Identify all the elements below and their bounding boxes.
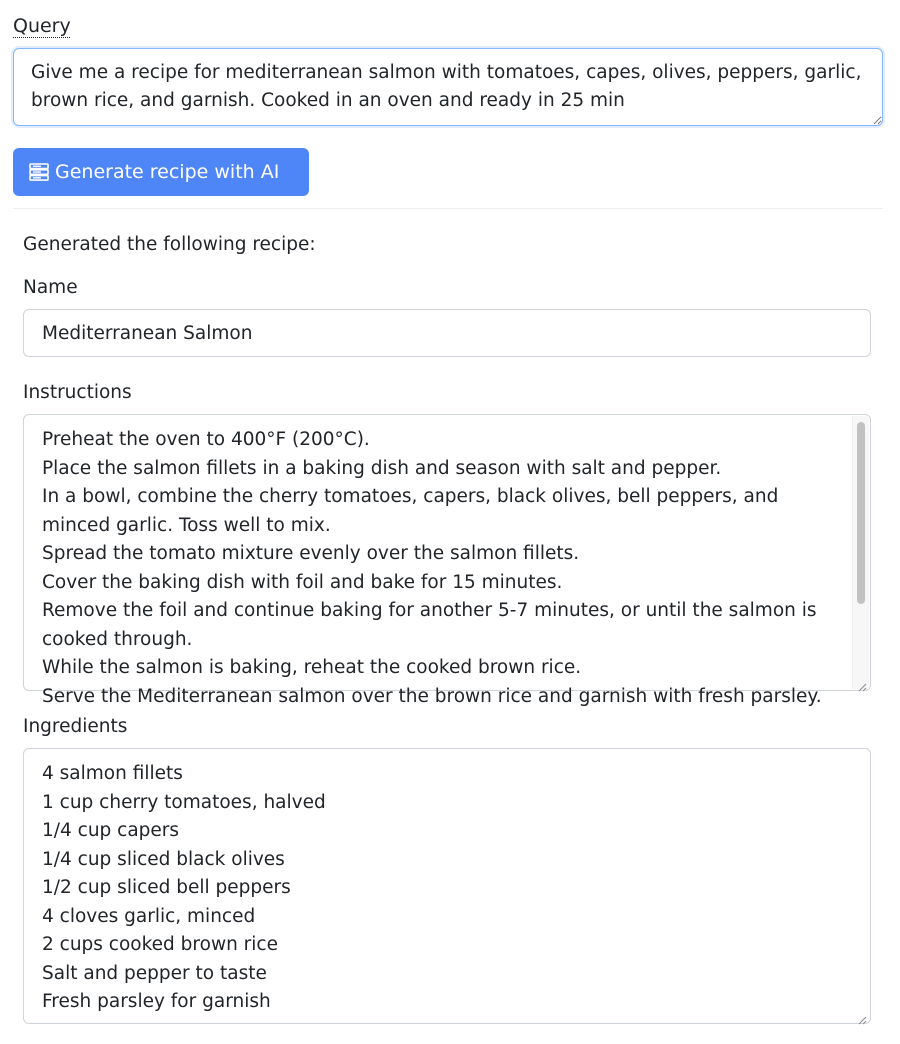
resize-grip-icon[interactable] — [857, 677, 867, 687]
instructions-scrollbar[interactable] — [852, 416, 869, 689]
instruction-line: Serve the Mediterranean salmon over the brown rice and garnish with fresh parsley. — [42, 685, 822, 707]
instruction-line: Cover the baking dish with foil and bake for 15 minutes. — [42, 571, 563, 593]
ingredient-line: Fresh parsley for garnish — [42, 991, 271, 1012]
ingredient-line: 1 cup cherry tomatoes, halved — [42, 791, 326, 813]
instruction-line: Place the salmon fillets in a baking dish and season with salt and pepper. — [42, 457, 722, 479]
ingredient-line: Salt and pepper to taste — [42, 962, 267, 984]
scrollbar-thumb[interactable] — [857, 422, 865, 604]
divider — [13, 208, 883, 209]
server-icon — [28, 161, 50, 183]
query-input[interactable] — [13, 48, 883, 126]
ingredient-line: 1/4 cup sliced black olives — [42, 848, 285, 870]
instruction-line: Spread the tomato mixture evenly over the salmon fillets. — [42, 543, 580, 564]
instruction-line: Remove the foil and continue baking for another 5-7 minutes, or until the salmon is cooked through. — [42, 600, 817, 650]
ingredients-label: Ingredients — [23, 716, 128, 737]
generate-recipe-button[interactable] — [13, 148, 309, 196]
name-input[interactable] — [23, 309, 871, 357]
ingredient-line: 1/4 cup capers — [42, 820, 180, 841]
ingredients-textarea[interactable] — [23, 748, 871, 1024]
query-label: Query — [13, 15, 71, 37]
instruction-line: Preheat the oven to 400°F (200°C). — [42, 429, 370, 450]
instructions-textarea[interactable] — [23, 414, 871, 707]
status-text: Generated the following recipe: — [23, 234, 316, 255]
instruction-line: In a bowl, combine the cherry tomatoes, capers, black olives, bell peppers, and minced garlic. Toss well to mix. — [42, 486, 779, 536]
ingredient-line: 2 cups cooked brown rice — [42, 934, 278, 955]
ingredient-line: 4 cloves garlic, minced — [42, 905, 256, 927]
ingredient-line: 4 salmon fillets — [42, 763, 183, 784]
generate-recipe-button-label: Generate recipe with AI — [55, 161, 280, 183]
instructions-label: Instructions — [23, 382, 132, 403]
instruction-line: While the salmon is baking, reheat the cooked brown rice. — [42, 657, 582, 678]
name-label: Name — [23, 277, 78, 298]
resize-grip-icon[interactable] — [857, 1010, 867, 1020]
ingredient-line: 1/2 cup sliced bell peppers — [42, 877, 291, 898]
